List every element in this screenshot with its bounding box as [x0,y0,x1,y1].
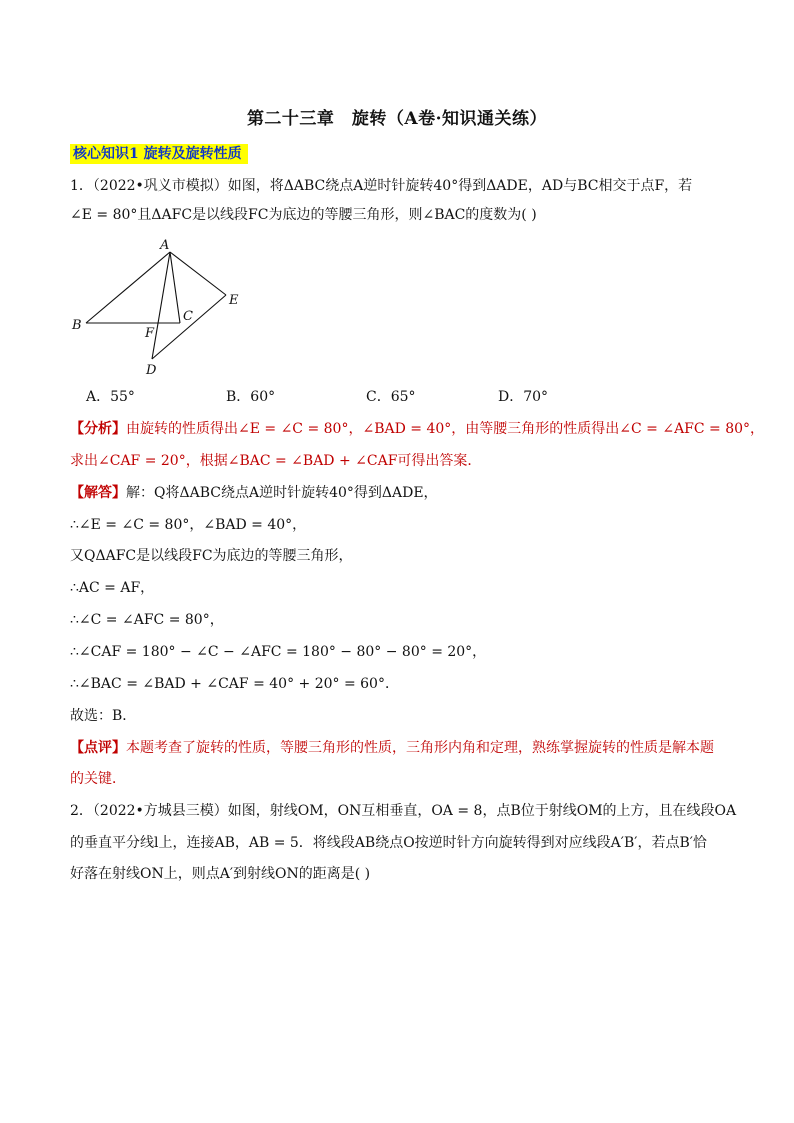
analysis-tag: 【分析】 [70,421,126,437]
label-a: A [160,238,170,253]
q1-stem-line-1: 1．（2022•巩义市模拟）如图，将ΔABC绕点A逆时针旋转40°得到ΔADE，AD与BC相交于点F，若 [70,178,693,194]
label-c: C [183,309,193,324]
solution-line-7: ∴∠BAC = ∠BAD + ∠CAF = 40° + 20° = 60°． [70,676,399,692]
q2-stem-line-1: 2．（2022•方城县三模）如图，射线OM，ON互相垂直，OA = 8，点B位于射线OM的上方，且在线段OA [70,803,737,819]
solution-line-2: ∴∠E = ∠C = 80°，∠BAD = 40°， [70,517,307,533]
solution-answer: 故选：B． [70,708,137,724]
solution-line-1 [70,483,438,503]
solution-line-4: ∴AC = AF， [70,580,155,596]
q1-figure [64,234,254,384]
q1-stem-line-2: ∠E = 80°且ΔAFC是以线段FC为底边的等腰三角形，则∠BAC的度数为( ) [70,207,537,223]
q1-option-a: A．55° [86,389,135,405]
analysis-text-1: 由旋转的性质得出∠E = ∠C = 80°，∠BAD = 40°，由等腰三角形的性质得出∠C = ∠AFC = 80°， [126,421,765,437]
solution-line-3: 又QΔAFC是以线段FC为底边的等腰三角形， [70,548,353,564]
label-e: E [229,293,239,308]
q2-stem-line-3: 好落在射线ON上，则点A′到射线ON的距离是( ) [70,866,371,882]
comment-text-1: 本题考查了旋转的性质，等腰三角形的性质，三角形内角和定理，熟练掌握旋转的性质是解本题 [126,740,714,756]
segment-ad [152,252,170,359]
label-b: B [72,318,82,333]
comment-line-1 [70,738,714,758]
comment-text-2: 的关键． [70,771,126,787]
q1-option-d: D．70° [498,389,549,405]
segment-ac [170,252,180,323]
q2-stem-line-2: 的垂直平分线l上，连接AB，AB = 5．将线段AB绕点O按逆时针方向旋转得到对应线段A′B′，若点B′恰 [70,835,707,851]
section-heading: 核心知识1 旋转及旋转性质 [70,144,248,164]
solution-line-5: ∴∠C = ∠AFC = 80°， [70,612,224,628]
solution-tag: 【解答】 [70,485,126,501]
comment-tag: 【点评】 [70,740,126,756]
label-f: F [145,326,155,341]
page-title: 第二十三章 旋转（A卷·知识通关练） [246,109,548,129]
solution-line-6: ∴∠CAF = 180° − ∠C − ∠AFC = 180° − 80° − 80° = 20°， [70,644,487,660]
q1-option-b: B．60° [226,389,276,405]
segment-ae [170,252,226,295]
q1-option-c: C．65° [366,389,416,405]
solution-text-1: 解：Q将ΔABC绕点A逆时针旋转40°得到ΔADE， [126,485,438,501]
analysis-text-2: 求出∠CAF = 20°，根据∠BAC = ∠BAD + ∠CAF可得出答案． [70,453,482,469]
label-d: D [146,363,157,378]
segment-ab [86,252,170,323]
analysis-line-1 [70,419,764,439]
segment-de [152,295,226,359]
